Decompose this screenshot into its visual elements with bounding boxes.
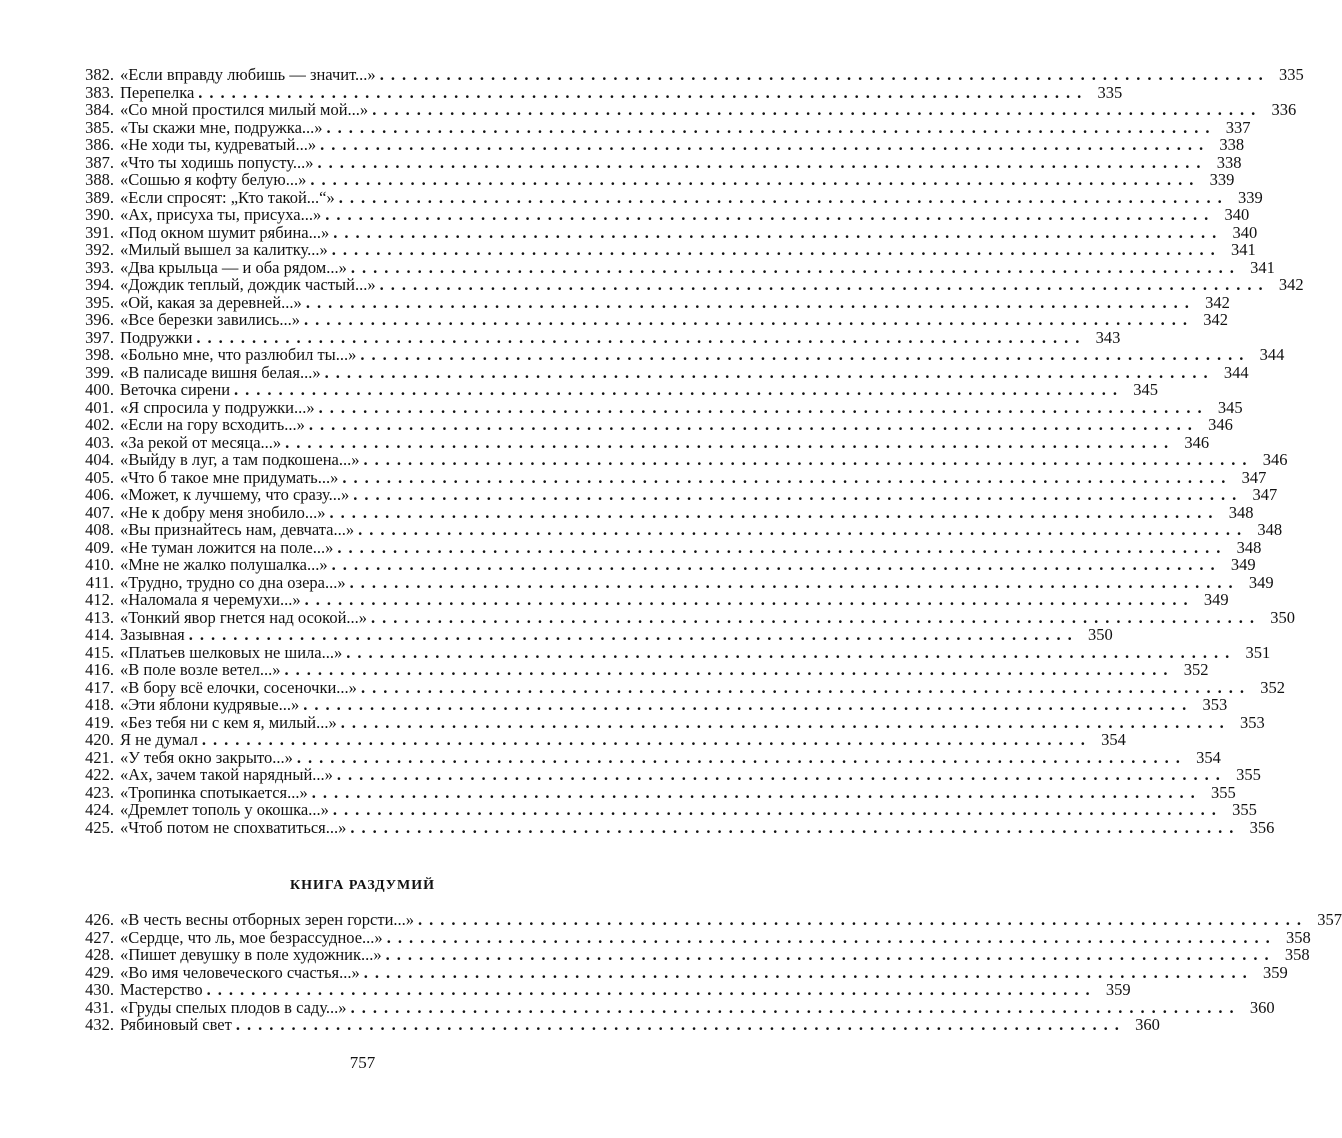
entry-page: 342: [1278, 275, 1304, 294]
dot-leader: ................................................................................: [332, 800, 1223, 819]
entry-title: «Не ходи ты, кудреватый...»: [120, 135, 317, 154]
entry-title: «Милый вышел за калитку...»: [120, 240, 328, 259]
entry-number: 424.: [85, 800, 114, 819]
entry-page: 352: [1183, 660, 1209, 679]
entry-number: 426.: [85, 910, 114, 929]
dot-leader: ................................................................................: [318, 397, 1209, 417]
dot-leader: ................................................................................: [372, 100, 1263, 119]
entry-title: «Сердце, что ль, мое безрассудное...»: [120, 927, 383, 947]
toc-entry: [78, 817, 1275, 837]
toc-entry: [78, 927, 1311, 947]
dot-leader: ................................................................................: [310, 170, 1201, 189]
entry-title: «Я спросила у подружки...»: [120, 397, 315, 417]
entry-title: «Ты скажи мне, подружка...»: [120, 117, 323, 137]
toc-entry: [78, 292, 1230, 312]
entry-number: 384.: [85, 100, 114, 119]
entry-page: 355: [1232, 800, 1257, 819]
toc-entry: [78, 397, 1243, 417]
entry-page: 345: [1133, 380, 1159, 399]
entry-title: «Если на гору всходить...»: [120, 415, 305, 434]
toc-entry: [78, 415, 1233, 434]
entry-page: 360: [1135, 1015, 1160, 1034]
entry-page: 346: [1184, 432, 1210, 452]
entry-page: 341: [1250, 257, 1275, 277]
entry-number: 404.: [85, 450, 114, 469]
entry-page: 359: [1105, 980, 1131, 999]
entry-title: «Выйду в луг, а там подкошена...»: [120, 450, 360, 469]
entry-number: 417.: [85, 677, 114, 697]
dot-leader: ................................................................................: [363, 962, 1254, 982]
entry-number: 416.: [85, 660, 114, 679]
entry-title: «Ах, зачем такой нарядный...»: [120, 765, 333, 784]
toc-entry: [78, 590, 1229, 609]
entry-page: 346: [1208, 415, 1233, 434]
entry-title: «Больно мне, что разлюбил ты...»: [120, 345, 357, 364]
dot-leader: ................................................................................: [360, 677, 1251, 697]
toc-entry: [78, 997, 1275, 1017]
toc-entry: [78, 275, 1304, 294]
toc-entry: [78, 432, 1210, 452]
dot-leader: ................................................................................: [317, 152, 1208, 172]
toc-entry: [78, 800, 1257, 819]
toc-entry: [78, 555, 1256, 574]
toc-entry: [78, 100, 1297, 119]
entry-title: «Без тебя ни с кем я, милый...»: [120, 712, 337, 732]
entry-page: 341: [1231, 240, 1256, 259]
entry-number: 400.: [85, 380, 114, 399]
entry-title: «В честь весны отборных зерен горсти...»: [120, 910, 415, 929]
dot-leader: ................................................................................: [308, 415, 1199, 434]
entry-page: 353: [1202, 695, 1228, 714]
entry-page: 355: [1236, 765, 1261, 784]
toc-entry: [78, 152, 1242, 172]
dot-leader: ................................................................................: [350, 997, 1241, 1017]
entry-number: 391.: [85, 222, 114, 242]
dot-leader: ................................................................................: [304, 590, 1195, 609]
section-heading: КНИГА РАЗДУМИЙ: [289, 878, 436, 893]
toc-entry: [78, 660, 1209, 679]
entry-number: 411.: [85, 572, 114, 592]
toc-entry: [78, 467, 1267, 487]
entry-page: 347: [1241, 467, 1267, 487]
entry-number: 394.: [85, 275, 114, 294]
entry-title: «Наломала я черемухи...»: [120, 590, 301, 609]
entry-title: «Не туман ложится на поле...»: [120, 537, 334, 557]
entry-number: 406.: [85, 485, 114, 504]
entry-title: «Дремлет тополь у окошка...»: [120, 800, 329, 819]
entry-title: Перепелка: [120, 82, 195, 102]
dot-leader: ................................................................................: [331, 555, 1222, 574]
entry-page: 346: [1262, 450, 1288, 469]
entry-page: 357: [1317, 910, 1342, 929]
entry-title: «У тебя окно закрыто...»: [120, 747, 293, 767]
toc-entry: [78, 345, 1285, 364]
entry-number: 383.: [85, 82, 114, 102]
dot-leader: ................................................................................: [350, 817, 1241, 837]
toc-entry: [78, 980, 1131, 999]
toc-entry: [78, 910, 1342, 929]
entry-number: 413.: [85, 607, 114, 627]
toc-entry: [78, 747, 1221, 767]
entry-title: Мастерство: [120, 980, 203, 999]
entry-page: 342: [1203, 310, 1228, 329]
dot-leader: ................................................................................: [201, 730, 1092, 749]
toc-entry: [78, 65, 1304, 84]
entry-title: «Во имя человеческого счастья...»: [120, 962, 360, 982]
dot-leader: ................................................................................: [379, 275, 1270, 294]
entry-page: 342: [1205, 292, 1230, 312]
dot-leader: ................................................................................: [353, 485, 1244, 504]
dot-leader: ................................................................................: [329, 502, 1220, 522]
dot-leader: ................................................................................: [379, 65, 1270, 84]
dot-leader: ................................................................................: [386, 927, 1277, 947]
entry-title: «Не к добру меня знобило...»: [120, 502, 326, 522]
toc-entry: [78, 135, 1245, 154]
entry-number: 422.: [85, 765, 114, 784]
entry-title: «В поле возле ветел...»: [120, 660, 281, 679]
entry-title: Подружки: [120, 327, 193, 347]
entry-number: 428.: [85, 945, 114, 964]
toc-entry: [78, 117, 1251, 137]
dot-leader: ................................................................................: [346, 642, 1237, 662]
entry-title: «Со мной простился милый мой...»: [120, 100, 369, 119]
entry-title: «В палисаде вишня белая...»: [120, 362, 321, 382]
toc-entry: [78, 677, 1285, 697]
dot-leader: ................................................................................: [363, 450, 1254, 469]
entry-title: «Дождик теплый, дождик частый...»: [120, 275, 376, 294]
entry-page: 360: [1249, 997, 1275, 1017]
toc-entry: [78, 187, 1263, 207]
entry-number: 412.: [85, 590, 114, 609]
entry-title: «Если вправду любишь — значит...»: [120, 65, 376, 84]
toc-entry: [78, 1015, 1160, 1034]
entry-title: «Может, к лучшему, что сразу...»: [120, 485, 350, 504]
dot-leader: ................................................................................: [340, 712, 1231, 732]
entry-page: 350: [1270, 607, 1296, 627]
entry-number: 393.: [85, 257, 114, 277]
entry-page: 355: [1211, 782, 1236, 802]
toc-entry: [78, 82, 1123, 102]
entry-number: 421.: [85, 747, 114, 767]
entry-number: 431.: [85, 997, 114, 1017]
dot-leader: ................................................................................: [198, 82, 1089, 102]
entry-page: 349: [1248, 572, 1274, 592]
dot-leader: ................................................................................: [285, 432, 1176, 452]
entry-number: 414.: [85, 625, 114, 644]
dot-leader: ................................................................................: [311, 782, 1202, 802]
entry-page: 340: [1232, 222, 1258, 242]
toc-entry: [78, 572, 1274, 592]
entry-number: 392.: [85, 240, 114, 259]
entry-number: 402.: [85, 415, 114, 434]
entry-number: 430.: [85, 980, 114, 999]
dot-leader: ................................................................................: [342, 467, 1233, 487]
toc-entry: [78, 782, 1236, 802]
entry-title: «Тонкий явор гнется над осокой...»: [120, 607, 368, 627]
entry-title: «Чтоб потом не спохватиться...»: [120, 817, 347, 837]
dot-leader: ................................................................................: [336, 765, 1227, 784]
toc-entry: [78, 712, 1265, 732]
entry-page: 336: [1271, 100, 1297, 119]
toc-entry: [78, 205, 1250, 224]
entry-page: 349: [1203, 590, 1229, 609]
entry-number: 405.: [85, 467, 114, 487]
entry-number: 386.: [85, 135, 114, 154]
entry-title: «Два крыльца — и оба рядом...»: [120, 257, 347, 277]
entry-title: Зазывная: [120, 625, 185, 644]
toc-entry: [78, 450, 1288, 469]
entry-title: «Мне не жалко полушалка...»: [120, 555, 328, 574]
entry-number: 396.: [85, 310, 114, 329]
dot-leader: ................................................................................: [303, 695, 1194, 714]
entry-number: 390.: [85, 205, 114, 224]
toc-entry: [78, 222, 1258, 242]
dot-leader: ................................................................................: [324, 362, 1215, 382]
contents-list-b: [78, 910, 1342, 1034]
toc-entry: [78, 945, 1310, 964]
entry-title: «Если спросят: „Кто такой...“»: [120, 187, 335, 207]
toc-entry: [78, 730, 1126, 749]
toc-entry: [78, 537, 1262, 557]
dot-leader: ................................................................................: [350, 257, 1241, 277]
entry-page: 349: [1230, 555, 1256, 574]
entry-page: 335: [1278, 65, 1304, 84]
entry-number: 388.: [85, 170, 114, 189]
entry-page: 351: [1245, 642, 1271, 662]
entry-page: 348: [1228, 502, 1254, 522]
dot-leader: ................................................................................: [371, 607, 1262, 627]
toc-entry: [78, 502, 1254, 522]
entry-number: 389.: [85, 187, 114, 207]
entry-title: Рябиновый свет: [120, 1015, 232, 1034]
entry-number: 419.: [85, 712, 114, 732]
toc-entry: [78, 170, 1235, 189]
toc-entry: [78, 520, 1283, 539]
entry-number: 387.: [85, 152, 114, 172]
entry-number: 425.: [85, 817, 114, 837]
dot-leader: ................................................................................: [320, 135, 1211, 154]
entry-title: Веточка сирени: [120, 380, 231, 399]
entry-page: 358: [1284, 945, 1310, 964]
entry-title: «Ах, присуха ты, присуха...»: [120, 205, 322, 224]
dot-leader: ................................................................................: [325, 205, 1216, 224]
toc-entry: [78, 962, 1288, 982]
toc-entry: [78, 485, 1278, 504]
entry-title: «Под окном шумит рябина...»: [120, 222, 330, 242]
dot-leader: ................................................................................: [196, 327, 1087, 347]
entry-title: «Что б такое мне придумать...»: [120, 467, 339, 487]
entry-number: 408.: [85, 520, 114, 539]
entry-page: 340: [1224, 205, 1250, 224]
toc-entry: [78, 380, 1159, 399]
entry-page: 337: [1225, 117, 1251, 137]
entry-title: «Пишет девушку в поле художник...»: [120, 945, 382, 964]
dot-leader: ................................................................................: [326, 117, 1217, 137]
entry-page: 348: [1257, 520, 1283, 539]
entry-number: 385.: [85, 117, 114, 137]
entry-title: «Эти яблони кудрявые...»: [120, 695, 300, 714]
entry-title: «Вы признайтесь нам, девчата...»: [120, 520, 355, 539]
entry-page: 350: [1087, 625, 1113, 644]
entry-number: 403.: [85, 432, 114, 452]
entry-number: 420.: [85, 730, 114, 749]
dot-leader: ................................................................................: [349, 572, 1240, 592]
page-number: 757: [349, 1053, 376, 1072]
entry-number: 397.: [85, 327, 114, 347]
entry-page: 356: [1249, 817, 1275, 837]
entry-page: 347: [1252, 485, 1278, 504]
entry-title: «В бору всё елочки, сосеночки...»: [120, 677, 357, 697]
entry-number: 399.: [85, 362, 114, 382]
entry-number: 418.: [85, 695, 114, 714]
entry-number: 382.: [85, 65, 114, 84]
toc-entry: [78, 327, 1121, 347]
entry-page: 359: [1262, 962, 1288, 982]
dot-leader: ................................................................................: [385, 945, 1276, 964]
toc-entry: [78, 362, 1249, 382]
entry-title: Я не думал: [120, 730, 198, 749]
entry-number: 395.: [85, 292, 114, 312]
dot-leader: ................................................................................: [337, 537, 1228, 557]
dot-leader: ................................................................................: [304, 310, 1194, 329]
entry-number: 407.: [85, 502, 114, 522]
toc-entry: [78, 257, 1275, 277]
entry-number: 423.: [85, 782, 114, 802]
entry-page: 339: [1238, 187, 1263, 207]
entry-number: 409.: [85, 537, 114, 557]
entry-page: 339: [1209, 170, 1235, 189]
entry-number: 432.: [85, 1015, 114, 1034]
contents-list-a: [78, 65, 1304, 837]
toc-entry: [78, 240, 1256, 259]
entry-page: 338: [1219, 135, 1245, 154]
toc-entry: [78, 310, 1228, 329]
dot-leader: ................................................................................: [188, 625, 1079, 644]
entry-title: «Груды спелых плодов в саду...»: [120, 997, 347, 1017]
entry-title: «Все березки завились...»: [120, 310, 300, 329]
entry-title: «Тропинка спотыкается...»: [120, 782, 308, 802]
entry-title: «Что ты ходишь попусту...»: [120, 152, 314, 172]
dot-leader: ................................................................................: [360, 345, 1251, 364]
entry-number: 398.: [85, 345, 114, 364]
entry-page: 354: [1101, 730, 1126, 749]
dot-leader: ................................................................................: [284, 660, 1175, 679]
entry-title: «Трудно, трудно со дна озера...»: [120, 572, 346, 592]
toc-entry: [78, 695, 1228, 714]
entry-page: 354: [1196, 747, 1221, 767]
dot-leader: ................................................................................: [305, 292, 1196, 312]
dot-leader: ................................................................................: [358, 520, 1249, 539]
dot-leader: ................................................................................: [235, 1015, 1126, 1034]
dot-leader: ................................................................................: [331, 240, 1222, 259]
entry-page: 353: [1240, 712, 1265, 732]
entry-page: 352: [1260, 677, 1285, 697]
entry-number: 410.: [85, 555, 114, 574]
dot-leader: ................................................................................: [338, 187, 1229, 207]
entry-page: 343: [1095, 327, 1121, 347]
entry-page: 344: [1223, 362, 1249, 382]
entry-page: 335: [1097, 82, 1123, 102]
toc-entry: [78, 625, 1113, 644]
entry-page: 348: [1236, 537, 1262, 557]
entry-page: 344: [1259, 345, 1285, 364]
entry-page: 345: [1217, 397, 1243, 417]
toc-entry: [78, 765, 1261, 784]
entry-title: «Ой, какая за деревней...»: [120, 292, 302, 312]
entry-page: 338: [1216, 152, 1242, 172]
entry-page: 358: [1285, 927, 1311, 947]
entry-number: 429.: [85, 962, 114, 982]
entry-number: 415.: [85, 642, 114, 662]
entry-title: «Платьев шелковых не шила...»: [120, 642, 343, 662]
dot-leader: ................................................................................: [333, 222, 1224, 242]
entry-number: 427.: [85, 927, 114, 947]
entry-title: «Сошью я кофту белую...»: [120, 170, 307, 189]
dot-leader: ................................................................................: [206, 980, 1097, 999]
entry-number: 401.: [85, 397, 114, 417]
toc-entry: [78, 642, 1271, 662]
dot-leader: ................................................................................: [296, 747, 1187, 767]
dot-leader: ................................................................................: [418, 910, 1309, 929]
toc-entry: [78, 607, 1296, 627]
dot-leader: ................................................................................: [234, 380, 1125, 399]
entry-title: «За рекой от месяца...»: [120, 432, 282, 452]
